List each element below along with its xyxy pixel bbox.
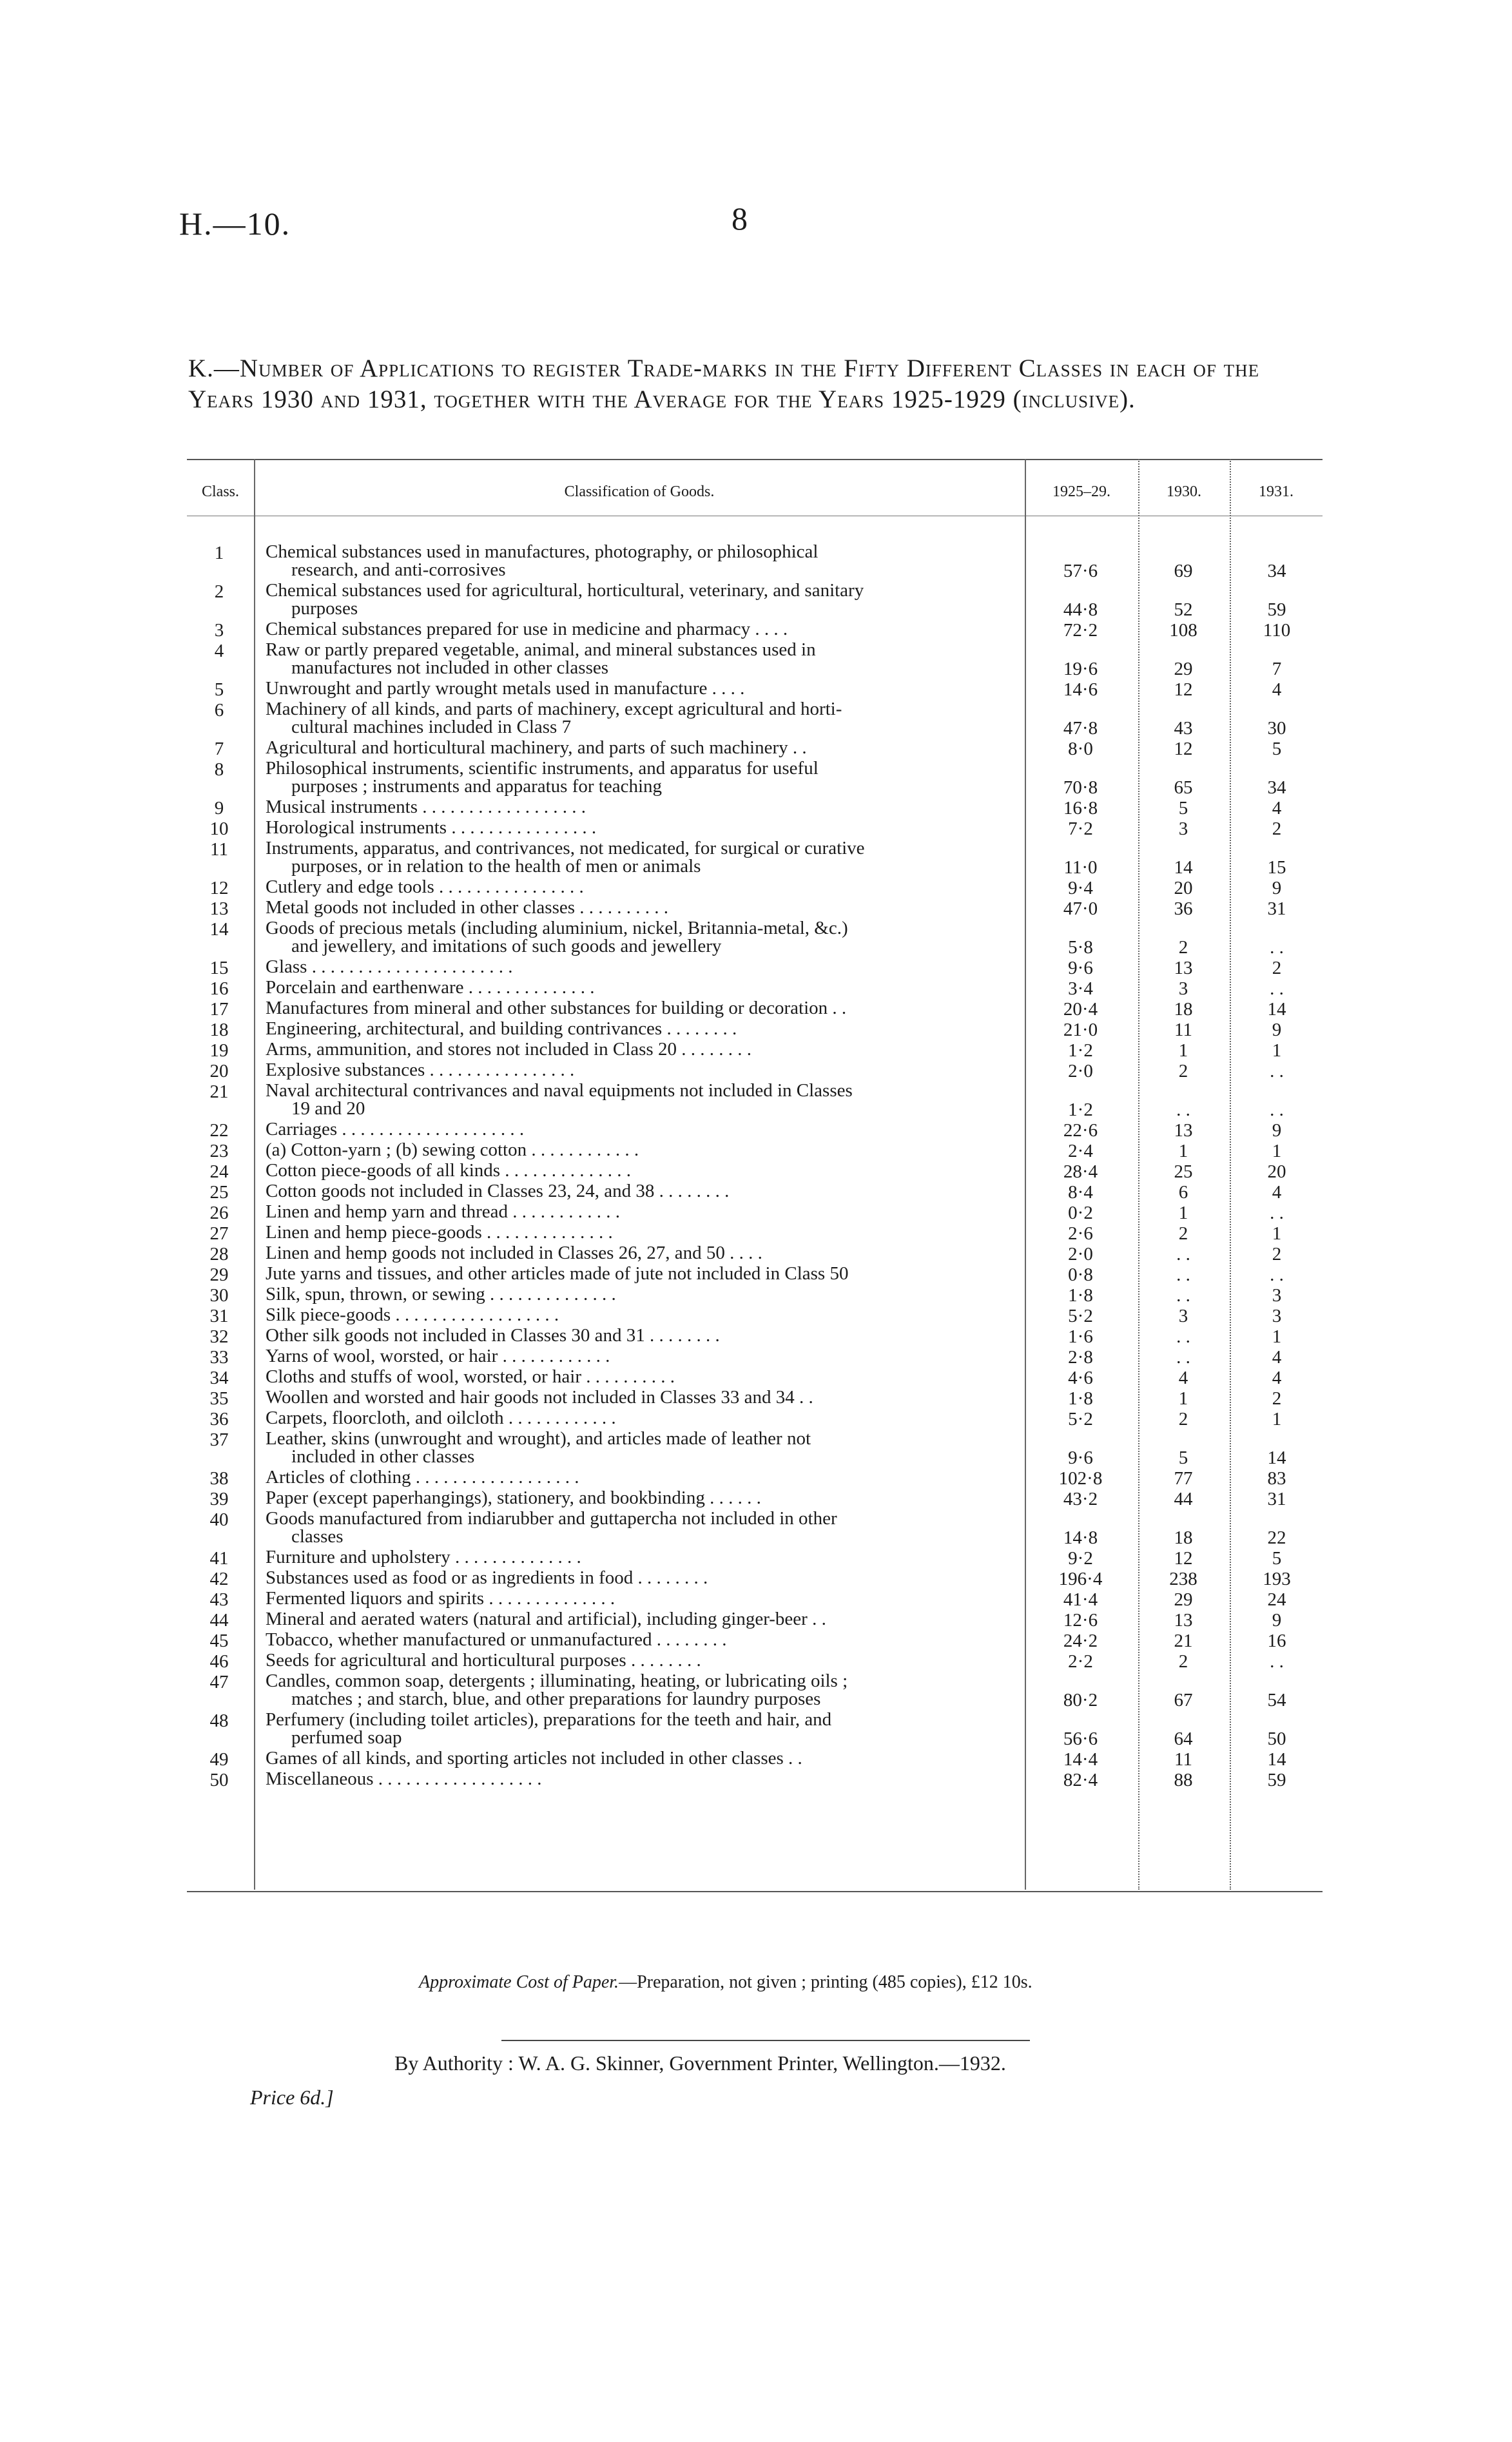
description-line: Paper (except paperhangings), stationery, and bookbinding . . . . . . bbox=[266, 1487, 761, 1508]
value-1931: 4 bbox=[1272, 1182, 1282, 1203]
value-1931: . . bbox=[1270, 1265, 1284, 1285]
value-1930: 6 bbox=[1178, 1182, 1188, 1203]
value-1931: 34 bbox=[1267, 561, 1286, 581]
value-1931: . . bbox=[1270, 1061, 1284, 1081]
class-number: 32 bbox=[209, 1326, 229, 1347]
value-1931: . . bbox=[1270, 937, 1284, 958]
description-line: Cutlery and edge tools . . . . . . . . . . . . . . . . bbox=[266, 877, 584, 897]
value-1931: 2 bbox=[1272, 1388, 1282, 1409]
value-1925-29: 196·4 bbox=[1058, 1569, 1103, 1589]
description-line: Cotton piece-goods of all kinds . . . . . . . . . . . . . . bbox=[266, 1160, 632, 1181]
value-1931: 9 bbox=[1272, 878, 1282, 898]
description-line: (a) Cotton-yarn ; (b) sewing cotton . . . . . . . . . . . . bbox=[266, 1139, 639, 1160]
value-1931: 2 bbox=[1272, 819, 1282, 839]
value-1931: 59 bbox=[1267, 599, 1286, 620]
value-1925-29: 14·4 bbox=[1063, 1749, 1098, 1770]
class-number: 29 bbox=[209, 1265, 229, 1285]
class-number: 28 bbox=[209, 1244, 229, 1265]
value-1925-29: 9·2 bbox=[1068, 1548, 1093, 1569]
value-1931: 31 bbox=[1267, 1489, 1286, 1509]
value-1931: 5 bbox=[1272, 739, 1282, 759]
paper-cost-label: Approximate Cost of Paper. bbox=[419, 1972, 619, 1992]
value-1930: 4 bbox=[1178, 1368, 1188, 1388]
value-1931: . . bbox=[1270, 1100, 1284, 1120]
value-1931: 20 bbox=[1267, 1161, 1286, 1182]
description-line: Articles of clothing . . . . . . . . . . . . . . . . . . bbox=[266, 1467, 579, 1487]
value-1931: 30 bbox=[1267, 718, 1286, 739]
value-1930: 77 bbox=[1174, 1468, 1193, 1489]
value-1925-29: 56·6 bbox=[1063, 1729, 1098, 1749]
value-1925-29: 102·8 bbox=[1058, 1468, 1103, 1489]
value-1931: 9 bbox=[1272, 1120, 1282, 1141]
description-line: Engineering, architectural, and building contrivances . . . . . . . . bbox=[266, 1018, 737, 1039]
description-line: purposes ; instruments and apparatus for teaching bbox=[291, 776, 663, 797]
value-1930: 108 bbox=[1169, 620, 1197, 641]
value-1925-29: 1·8 bbox=[1068, 1285, 1093, 1306]
description-line: Glass . . . . . . . . . . . . . . . . . . . . . . bbox=[266, 956, 513, 977]
description-line: Leather, skins (unwrought and wrought), and articles made of leather not bbox=[266, 1428, 811, 1449]
value-1925-29: 2·8 bbox=[1068, 1347, 1093, 1368]
header-class: Class. bbox=[201, 483, 239, 500]
class-number: 7 bbox=[214, 739, 224, 759]
value-1931: 4 bbox=[1272, 679, 1282, 700]
value-1925-29: 5·2 bbox=[1068, 1409, 1093, 1429]
paper-cost-note bbox=[419, 1972, 1032, 1993]
description-line: perfumed soap bbox=[291, 1727, 402, 1748]
description-line: Substances used as food or as ingredients in food . . . . . . . . bbox=[266, 1567, 708, 1588]
class-number: 45 bbox=[209, 1631, 229, 1651]
value-1930: 1 bbox=[1178, 1040, 1188, 1061]
class-number: 24 bbox=[209, 1161, 229, 1182]
description-line: Explosive substances . . . . . . . . . . . . . . . . bbox=[266, 1060, 575, 1080]
value-1925-29: 43·2 bbox=[1063, 1489, 1098, 1509]
value-1930: 67 bbox=[1174, 1690, 1193, 1710]
value-1931: 50 bbox=[1267, 1729, 1286, 1749]
value-1930: 13 bbox=[1174, 1120, 1193, 1141]
description-line: and jewellery, and imitations of such goods and jewellery bbox=[291, 936, 722, 956]
value-1930: 5 bbox=[1178, 798, 1188, 819]
value-1930: . . bbox=[1176, 1285, 1190, 1306]
value-1925-29: 8·0 bbox=[1068, 739, 1093, 759]
class-number: 37 bbox=[209, 1429, 229, 1450]
value-1930: 238 bbox=[1169, 1569, 1197, 1589]
description-line: Agricultural and horticultural machinery, and parts of such machinery . . bbox=[266, 737, 807, 758]
description-line: Chemical substances used for agricultural, horticultural, veterinary, and sanitary bbox=[266, 580, 864, 601]
value-1931: 31 bbox=[1267, 898, 1286, 919]
description-line: Cloths and stuffs of wool, worsted, or hair . . . . . . . . . . bbox=[266, 1366, 675, 1387]
description-line: classes bbox=[291, 1526, 344, 1547]
value-1925-29: 2·0 bbox=[1068, 1061, 1093, 1081]
value-1925-29: 7·2 bbox=[1068, 819, 1093, 839]
description-line: Cotton goods not included in Classes 23, 24, and 38 . . . . . . . . bbox=[266, 1181, 730, 1201]
value-1925-29: 4·6 bbox=[1068, 1368, 1093, 1388]
class-number: 22 bbox=[209, 1120, 229, 1141]
value-1931: 1 bbox=[1272, 1040, 1282, 1061]
value-1930: . . bbox=[1176, 1265, 1190, 1285]
description-line: Mineral and aerated waters (natural and artificial), including ginger-beer . . bbox=[266, 1609, 826, 1629]
value-1931: 4 bbox=[1272, 1368, 1282, 1388]
description-line: Metal goods not included in other classes . . . . . . . . . . bbox=[266, 897, 669, 918]
class-number: 12 bbox=[209, 878, 229, 898]
value-1925-29: 57·6 bbox=[1063, 561, 1098, 581]
value-1930: 11 bbox=[1174, 1020, 1192, 1040]
value-1931: 1 bbox=[1272, 1326, 1282, 1347]
value-1930: 1 bbox=[1178, 1203, 1188, 1223]
value-1925-29: 28·4 bbox=[1063, 1161, 1098, 1182]
value-1930: 13 bbox=[1174, 958, 1193, 978]
description-line: Jute yarns and tissues, and other articles made of jute not included in Class 50 bbox=[266, 1263, 849, 1284]
value-1930: 43 bbox=[1174, 718, 1193, 739]
class-number: 38 bbox=[209, 1468, 229, 1489]
value-1930: 88 bbox=[1174, 1770, 1193, 1790]
class-number: 6 bbox=[214, 700, 224, 721]
value-1931: 4 bbox=[1272, 798, 1282, 819]
value-1930: 11 bbox=[1174, 1749, 1192, 1770]
trade-marks-table bbox=[187, 459, 1323, 1895]
value-1925-29: 2·2 bbox=[1068, 1651, 1093, 1672]
class-number: 44 bbox=[209, 1610, 229, 1631]
header-1930: 1930. bbox=[1167, 483, 1201, 500]
description-line: Other silk goods not included in Classes 30 and 31 . . . . . . . . bbox=[266, 1325, 720, 1346]
class-number: 36 bbox=[209, 1409, 229, 1429]
value-1930: 25 bbox=[1174, 1161, 1193, 1182]
description-line: Carpets, floorcloth, and oilcloth . . . . . . . . . . . . bbox=[266, 1408, 616, 1428]
value-1930: . . bbox=[1176, 1347, 1190, 1368]
value-1931: 193 bbox=[1263, 1569, 1291, 1589]
description-line: Tobacco, whether manufactured or unmanufactured . . . . . . . . bbox=[266, 1629, 727, 1650]
class-number: 47 bbox=[209, 1672, 229, 1692]
description-line: Woollen and worsted and hair goods not included in Classes 33 and 34 . . bbox=[266, 1387, 813, 1408]
value-1930: 20 bbox=[1174, 878, 1193, 898]
description-line: matches ; and starch, blue, and other preparations for laundry purposes bbox=[291, 1689, 821, 1709]
description-line: Candles, common soap, detergents ; illuminating, heating, or lubricating oils ; bbox=[266, 1671, 848, 1691]
value-1930: . . bbox=[1176, 1100, 1190, 1120]
value-1925-29: 9·4 bbox=[1068, 878, 1093, 898]
value-1931: 2 bbox=[1272, 1244, 1282, 1265]
value-1931: 16 bbox=[1267, 1631, 1286, 1651]
description-line: manufactures not included in other classes bbox=[291, 657, 609, 678]
description-line: Naval architectural contrivances and naval equipments not included in Classes bbox=[266, 1080, 853, 1101]
value-1931: 22 bbox=[1267, 1527, 1286, 1548]
title-dash: — bbox=[213, 354, 240, 382]
value-1931: 15 bbox=[1267, 857, 1286, 878]
value-1930: 36 bbox=[1174, 898, 1193, 919]
class-number: 16 bbox=[209, 978, 229, 999]
description-line: Arms, ammunition, and stores not included in Class 20 . . . . . . . . bbox=[266, 1039, 751, 1060]
value-1930: 3 bbox=[1178, 819, 1188, 839]
description-line: Musical instruments . . . . . . . . . . . . . . . . . . bbox=[266, 797, 586, 817]
header-classification: Classification of Goods. bbox=[564, 483, 715, 500]
value-1931: 83 bbox=[1267, 1468, 1286, 1489]
value-1930: 2 bbox=[1178, 1061, 1188, 1081]
value-1930: 2 bbox=[1178, 1651, 1188, 1672]
value-1931: 59 bbox=[1267, 1770, 1286, 1790]
value-1925-29: 8·4 bbox=[1068, 1182, 1093, 1203]
value-1931: 2 bbox=[1272, 958, 1282, 978]
value-1931: 1 bbox=[1272, 1409, 1282, 1429]
description-line: Porcelain and earthenware . . . . . . . . . . . . . . bbox=[266, 977, 595, 998]
class-number: 17 bbox=[209, 999, 229, 1020]
class-number: 20 bbox=[209, 1061, 229, 1081]
value-1930: 2 bbox=[1178, 1409, 1188, 1429]
class-number: 25 bbox=[209, 1182, 229, 1203]
class-number: 14 bbox=[209, 919, 229, 940]
value-1925-29: 11·0 bbox=[1063, 857, 1098, 878]
class-number: 11 bbox=[210, 839, 228, 860]
value-1925-29: 1·8 bbox=[1068, 1388, 1093, 1409]
class-number: 18 bbox=[209, 1020, 229, 1040]
value-1925-29: 0·8 bbox=[1068, 1265, 1093, 1285]
title-letter: K. bbox=[188, 354, 214, 382]
class-number: 40 bbox=[209, 1509, 229, 1530]
title-text: Number of Applications to register Trade-marks in the Fifty Different Classes in each of the Years 1930 and 1931, together with the Average for the Years 1925-1929 (inclusive). bbox=[188, 354, 1260, 413]
value-1925-29: 16·8 bbox=[1063, 798, 1098, 819]
value-1930: 2 bbox=[1178, 1223, 1188, 1244]
description-line: Linen and hemp piece-goods . . . . . . . . . . . . . . bbox=[266, 1222, 613, 1243]
class-number: 46 bbox=[209, 1651, 229, 1672]
value-1931: 1 bbox=[1272, 1141, 1282, 1161]
description-line: Philosophical instruments, scientific instruments, and apparatus for useful bbox=[266, 758, 819, 779]
class-number: 5 bbox=[214, 679, 224, 700]
value-1925-29: 9·6 bbox=[1068, 1448, 1093, 1468]
description-line: Linen and hemp goods not included in Classes 26, 27, and 50 . . . . bbox=[266, 1243, 762, 1263]
value-1930: 5 bbox=[1178, 1448, 1188, 1468]
value-1930: 1 bbox=[1178, 1141, 1188, 1161]
value-1931: 3 bbox=[1272, 1306, 1282, 1326]
authority-rule bbox=[501, 2040, 1030, 2041]
value-1931: 14 bbox=[1267, 1749, 1286, 1770]
value-1930: 44 bbox=[1174, 1489, 1193, 1509]
value-1925-29: 0·2 bbox=[1068, 1203, 1093, 1223]
value-1930: 65 bbox=[1174, 777, 1193, 798]
value-1930: . . bbox=[1176, 1244, 1190, 1265]
value-1930: 2 bbox=[1178, 937, 1188, 958]
value-1930: 13 bbox=[1174, 1610, 1193, 1631]
value-1930: 1 bbox=[1178, 1388, 1188, 1409]
description-line: Instruments, apparatus, and contrivances, not medicated, for surgical or curative bbox=[266, 838, 865, 858]
description-line: Silk, spun, thrown, or sewing . . . . . . . . . . . . . . bbox=[266, 1284, 616, 1304]
value-1925-29: 14·8 bbox=[1063, 1527, 1098, 1548]
value-1930: 3 bbox=[1178, 1306, 1188, 1326]
table-title bbox=[188, 353, 1323, 415]
value-1925-29: 20·4 bbox=[1063, 999, 1098, 1020]
class-number: 9 bbox=[214, 798, 224, 819]
printer-authority: By Authority : W. A. G. Skinner, Government Printer, Wellington.—1932. bbox=[394, 2051, 1006, 2075]
description-line: 19 and 20 bbox=[291, 1098, 365, 1119]
value-1931: 14 bbox=[1267, 999, 1286, 1020]
class-number: 8 bbox=[214, 759, 224, 780]
class-number: 50 bbox=[209, 1770, 229, 1790]
class-number: 41 bbox=[209, 1548, 229, 1569]
description-line: included in other classes bbox=[291, 1446, 475, 1467]
class-number: 43 bbox=[209, 1589, 229, 1610]
description-line: Unwrought and partly wrought metals used in manufacture . . . . bbox=[266, 678, 745, 699]
value-1931: 9 bbox=[1272, 1610, 1282, 1631]
value-1931: 14 bbox=[1267, 1448, 1286, 1468]
value-1930: 14 bbox=[1174, 857, 1193, 878]
value-1931: . . bbox=[1270, 1651, 1284, 1672]
class-number: 4 bbox=[214, 641, 224, 661]
value-1930: 18 bbox=[1174, 999, 1193, 1020]
value-1925-29: 72·2 bbox=[1063, 620, 1098, 641]
class-number: 21 bbox=[209, 1081, 229, 1102]
value-1931: 5 bbox=[1272, 1548, 1282, 1569]
description-line: Furniture and upholstery . . . . . . . . . . . . . . bbox=[266, 1547, 581, 1567]
class-number: 2 bbox=[214, 581, 224, 602]
value-1925-29: 12·6 bbox=[1063, 1610, 1098, 1631]
value-1925-29: 24·2 bbox=[1063, 1631, 1098, 1651]
description-line: Carriages . . . . . . . . . . . . . . . . . . . . bbox=[266, 1119, 525, 1139]
value-1930: 69 bbox=[1174, 561, 1193, 581]
value-1925-29: 1·2 bbox=[1068, 1100, 1093, 1120]
description-line: Linen and hemp yarn and thread . . . . . . . . . . . . bbox=[266, 1201, 621, 1222]
value-1925-29: 44·8 bbox=[1063, 599, 1098, 620]
value-1931: . . bbox=[1270, 978, 1284, 999]
value-1930: 12 bbox=[1174, 739, 1193, 759]
description-line: Yarns of wool, worsted, or hair . . . . . . . . . . . . bbox=[266, 1346, 610, 1366]
value-1925-29: 5·2 bbox=[1068, 1306, 1093, 1326]
value-1931: . . bbox=[1270, 1203, 1284, 1223]
class-number: 3 bbox=[214, 620, 224, 641]
class-number: 39 bbox=[209, 1489, 229, 1509]
class-number: 13 bbox=[209, 898, 229, 919]
class-number: 23 bbox=[209, 1141, 229, 1161]
value-1931: 24 bbox=[1267, 1589, 1286, 1610]
description-line: purposes, or in relation to the health of men or animals bbox=[291, 856, 701, 877]
class-number: 1 bbox=[214, 543, 224, 563]
value-1925-29: 2·6 bbox=[1068, 1223, 1093, 1244]
value-1930: 12 bbox=[1174, 1548, 1193, 1569]
value-1925-29: 22·6 bbox=[1063, 1120, 1098, 1141]
value-1925-29: 1·6 bbox=[1068, 1326, 1093, 1347]
description-line: Fermented liquors and spirits . . . . . . . . . . . . . . bbox=[266, 1588, 615, 1609]
class-number: 33 bbox=[209, 1347, 229, 1368]
class-number: 10 bbox=[209, 819, 229, 839]
value-1931: 9 bbox=[1272, 1020, 1282, 1040]
value-1931: 110 bbox=[1263, 620, 1291, 641]
paper-cost-text: —Preparation, not given ; printing (485 copies), £12 10s. bbox=[619, 1972, 1032, 1992]
description-line: Chemical substances prepared for use in medicine and pharmacy . . . . bbox=[266, 619, 788, 639]
value-1930: 29 bbox=[1174, 659, 1193, 679]
value-1925-29: 5·8 bbox=[1068, 937, 1093, 958]
description-line: Goods manufactured from indiarubber and guttapercha not included in other bbox=[266, 1508, 837, 1529]
value-1931: 34 bbox=[1267, 777, 1286, 798]
class-number: 27 bbox=[209, 1223, 229, 1244]
value-1930: 3 bbox=[1178, 978, 1188, 999]
value-1930: . . bbox=[1176, 1326, 1190, 1347]
description-line: cultural machines included in Class 7 bbox=[291, 717, 572, 737]
value-1930: 29 bbox=[1174, 1589, 1193, 1610]
value-1925-29: 1·2 bbox=[1068, 1040, 1093, 1061]
value-1931: 4 bbox=[1272, 1347, 1282, 1368]
class-number: 34 bbox=[209, 1368, 229, 1388]
price-note: Price 6d.] bbox=[250, 2086, 334, 2109]
class-number: 49 bbox=[209, 1749, 229, 1770]
value-1931: 1 bbox=[1272, 1223, 1282, 1244]
value-1930: 21 bbox=[1174, 1631, 1193, 1651]
value-1925-29: 41·4 bbox=[1063, 1589, 1098, 1610]
value-1925-29: 2·0 bbox=[1068, 1244, 1093, 1265]
description-line: Machinery of all kinds, and parts of machinery, except agricultural and horti- bbox=[266, 699, 842, 719]
description-line: Silk piece-goods . . . . . . . . . . . . . . . . . . bbox=[266, 1304, 559, 1325]
value-1930: 12 bbox=[1174, 679, 1193, 700]
value-1925-29: 80·2 bbox=[1063, 1690, 1098, 1710]
value-1925-29: 19·6 bbox=[1063, 659, 1098, 679]
description-line: Chemical substances used in manufactures, photography, or philosophical bbox=[266, 541, 819, 562]
value-1925-29: 9·6 bbox=[1068, 958, 1093, 978]
description-line: purposes bbox=[291, 598, 358, 619]
value-1930: 18 bbox=[1174, 1527, 1193, 1548]
value-1931: 3 bbox=[1272, 1285, 1282, 1306]
header-1925-29: 1925–29. bbox=[1052, 483, 1110, 500]
class-number: 42 bbox=[209, 1569, 229, 1589]
description-line: Perfumery (including toilet articles), preparations for the teeth and hair, and bbox=[266, 1709, 832, 1730]
value-1925-29: 70·8 bbox=[1063, 777, 1098, 798]
value-1931: 54 bbox=[1267, 1690, 1286, 1710]
page-number: 8 bbox=[732, 200, 748, 237]
class-number: 26 bbox=[209, 1203, 229, 1223]
description-line: Miscellaneous . . . . . . . . . . . . . . . . . . bbox=[266, 1769, 542, 1789]
document-reference: H.—10. bbox=[179, 206, 291, 242]
description-line: Manufactures from mineral and other substances for building or decoration . . bbox=[266, 998, 847, 1018]
description-line: Horological instruments . . . . . . . . . . . . . . . . bbox=[266, 817, 597, 838]
value-1925-29: 2·4 bbox=[1068, 1141, 1093, 1161]
class-number: 19 bbox=[209, 1040, 229, 1061]
description-line: research, and anti-corrosives bbox=[291, 559, 506, 580]
description-line: Seeds for agricultural and horticultural purposes . . . . . . . . bbox=[266, 1650, 701, 1671]
class-number: 35 bbox=[209, 1388, 229, 1409]
class-number: 30 bbox=[209, 1285, 229, 1306]
description-line: Goods of precious metals (including aluminium, nickel, Britannia-metal, &c.) bbox=[266, 918, 848, 938]
value-1925-29: 47·0 bbox=[1063, 898, 1098, 919]
description-line: Games of all kinds, and sporting articles not included in other classes . . bbox=[266, 1748, 802, 1769]
class-number: 15 bbox=[209, 958, 229, 978]
description-line: Raw or partly prepared vegetable, animal, and mineral substances used in bbox=[266, 639, 816, 660]
class-number: 48 bbox=[209, 1710, 229, 1731]
value-1931: 7 bbox=[1272, 659, 1282, 679]
value-1925-29: 47·8 bbox=[1063, 718, 1098, 739]
class-number: 31 bbox=[209, 1306, 229, 1326]
value-1925-29: 82·4 bbox=[1063, 1770, 1098, 1790]
value-1925-29: 14·6 bbox=[1063, 679, 1098, 700]
value-1930: 52 bbox=[1174, 599, 1193, 620]
value-1930: 64 bbox=[1174, 1729, 1193, 1749]
value-1925-29: 21·0 bbox=[1063, 1020, 1098, 1040]
value-1925-29: 3·4 bbox=[1068, 978, 1093, 999]
header-1931: 1931. bbox=[1259, 483, 1294, 500]
